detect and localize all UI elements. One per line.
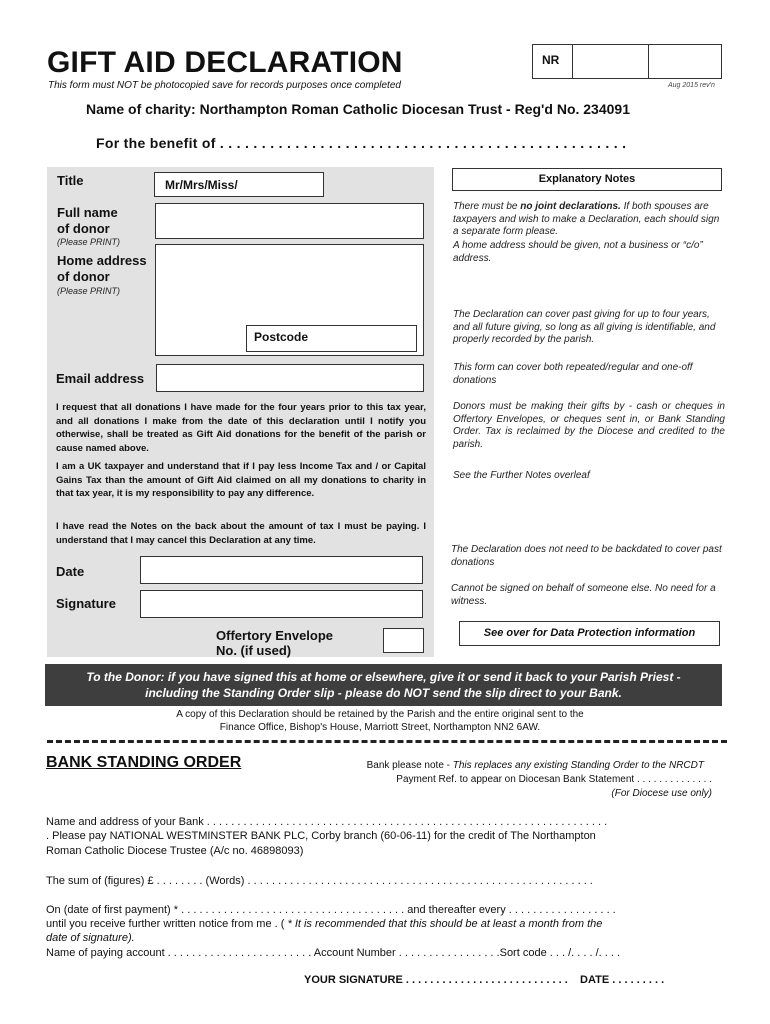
return-instructions-banner — [45, 664, 722, 706]
bank-name-address-line[interactable]: Name and address of your Bank . . . . . . . . . . . . . . . . . . . . . . . . . . . . . . . . . . . . . . . . . . . . . . . . . . . . . . . . . . . . . . . . . . — [46, 816, 608, 828]
bank-note-line-1 — [304, 759, 722, 773]
note-payment-methods: Donors must be making their gifts by - cash or cheques in Offertory Envelopes, or cheques sent in, or Bank Standing Order. Tax is reclaimed by the Diocese and credited to the parish. — [453, 401, 725, 450]
note-1-text: There must be — [453, 201, 521, 212]
fullname-hint: (Please PRINT) — [57, 237, 121, 247]
tear-off-line — [47, 740, 727, 743]
address-label-line2: of donor — [57, 269, 110, 284]
signature-label: Signature — [56, 596, 116, 611]
banner-line-1: To the Donor: if you have signed this at home or elsewhere, give it or send it back to your Parish Priest - — [86, 670, 681, 684]
date-field[interactable] — [140, 556, 423, 584]
payment-ref-line[interactable]: Payment Ref. to appear on Diocesan Bank Statement . . . . . . . . . . . . . . — [396, 774, 712, 785]
trustee-account-line: Roman Catholic Diocese Trustee (A/c no. 46898093) — [46, 845, 304, 857]
bank-note — [304, 759, 722, 801]
email-label: Email address — [56, 371, 145, 386]
note-home-address: A home address should be given, not a business or “c/o” address. — [453, 240, 703, 264]
signature-field[interactable] — [140, 590, 423, 618]
note-further-notes: See the Further Notes overleaf — [453, 470, 590, 481]
note-1-text-cont: If both spouses are taxpayers and wish to make a Declaration, each should sign a separate form please. — [453, 201, 720, 237]
declaration-paragraph-1: I request that all donations I have made for the four years prior to this tax year, and all donations I make from the date of this declaration until I notify you otherwise, shall be treated as Gift Aid donations for the benefit of the parish or cause named above. — [56, 402, 426, 454]
fullname-label-line1: Full name — [57, 205, 118, 220]
nr-label: NR — [533, 45, 573, 78]
date-label: Date — [56, 564, 85, 579]
notice-italic: * It is recommended that this should be at least a month from the — [287, 918, 603, 930]
note-signing: Cannot be signed on behalf of someone else. No need for a witness. — [451, 583, 716, 607]
photocopy-warning: This form must NOT be photocopied save for records purposes once completed — [48, 80, 401, 91]
copy-retention-note — [60, 708, 700, 734]
declaration-paragraph-3: I have read the Notes on the back about the amount of tax I must be paying. I understand that I may cancel this Declaration at any time. — [56, 521, 426, 546]
note-regular-donations: This form can cover both repeated/regular and one-off donations — [453, 362, 693, 386]
nr-reference-box — [532, 44, 722, 79]
copy-note-line-1: A copy of this Declaration should be retained by the Parish and the entire original sent to the — [176, 709, 584, 720]
envelope-number-field[interactable] — [383, 628, 424, 653]
bank-note-prefix: Bank please note - — [366, 760, 453, 771]
copy-note-line-2: Finance Office, Bishop's House, Marriott Street, Northampton NN2 6AW. — [219, 722, 541, 733]
notice-text: until you receive further written notice from me . ( — [46, 918, 288, 930]
postcode-field[interactable]: Postcode — [246, 325, 417, 352]
fullname-field[interactable] — [155, 203, 424, 239]
benefit-line[interactable]: For the benefit of . . . . . . . . . . . . . . . . . . . . . . . . . . . . . . . . . . . . . . . . . . . . . . . . . — [96, 135, 627, 151]
notice-line — [46, 917, 726, 931]
notice-line-2: date of signature). — [46, 932, 135, 944]
title-label: Title — [57, 173, 84, 188]
declaration-paragraph-2: I am a UK taxpayer and understand that if I pay less Income Tax and / or Capital Gains Tax than the amount of Gift Aid claimed on all my donations to charity in that tax year, it is my responsibility to pay any difference. — [56, 461, 426, 499]
sum-line[interactable]: The sum of (figures) £ . . . . . . . . (Words) . . . . . . . . . . . . . . . . . . . . . . . . . . . . . . . . . . . . . . . . . . . . . . . . . . . . . . . . . — [46, 875, 593, 887]
first-payment-line[interactable]: On (date of first payment) * . . . . . . . . . . . . . . . . . . . . . . . . . . . . . . . . . . . . . and thereafter every . . . . . . . . . . . . . . . . . . — [46, 904, 616, 916]
address-label-line1: Home address — [57, 253, 147, 268]
pay-instruction-line: . Please pay NATIONAL WESTMINSTER BANK PLC, Corby branch (60-06-11) for the credit of The Northampton — [46, 830, 596, 842]
bank-note-italic: This replaces any existing Standing Order to the NRCDT — [452, 760, 704, 771]
note-past-giving: The Declaration can cover past giving for up to four years, and all future giving, so long as all giving is identifiable, and properly recorded by the parish. — [453, 309, 716, 345]
data-protection-box: See over for Data Protection information — [459, 621, 720, 646]
nr-field-1[interactable] — [573, 45, 649, 78]
note-joint-declarations — [453, 201, 725, 239]
explanatory-notes-heading: Explanatory Notes — [452, 168, 722, 191]
banner-line-2: including the Standing Order slip - please do NOT send the slip direct to your Bank. — [145, 686, 622, 700]
address-hint: (Please PRINT) — [57, 286, 121, 296]
standing-order-heading: BANK STANDING ORDER — [46, 754, 242, 771]
signature-date-line[interactable]: YOUR SIGNATURE . . . . . . . . . . . . . . . . . . . . . . . . . . . DATE . . . . . . . . . — [304, 974, 665, 986]
envelope-label-line1: Offertory Envelope — [216, 628, 334, 643]
page-title: GIFT AID DECLARATION — [47, 46, 403, 79]
envelope-label-line2: No. (if used) — [216, 643, 292, 658]
note-backdating: The Declaration does not need to be backdated to cover past donations — [451, 544, 722, 568]
diocese-use-note: (For Diocese use only) — [611, 788, 712, 799]
nr-field-2[interactable] — [649, 45, 721, 78]
note-1-bold: no joint declarations. — [520, 201, 621, 212]
charity-name: Name of charity: Northampton Roman Catholic Diocesan Trust - Reg'd No. 234091 — [86, 101, 630, 117]
paying-account-line[interactable]: Name of paying account . . . . . . . . . . . . . . . . . . . . . . . . Account Number . . . . . . . . . . . . . . . . .Sort code . . . /. . . . /. . . . — [46, 947, 621, 959]
fullname-label-line2: of donor — [57, 221, 110, 236]
revision-note: Aug 2015 rev'n — [668, 82, 715, 89]
email-field[interactable] — [156, 364, 424, 392]
title-field[interactable]: Mr/Mrs/Miss/ — [154, 172, 324, 197]
